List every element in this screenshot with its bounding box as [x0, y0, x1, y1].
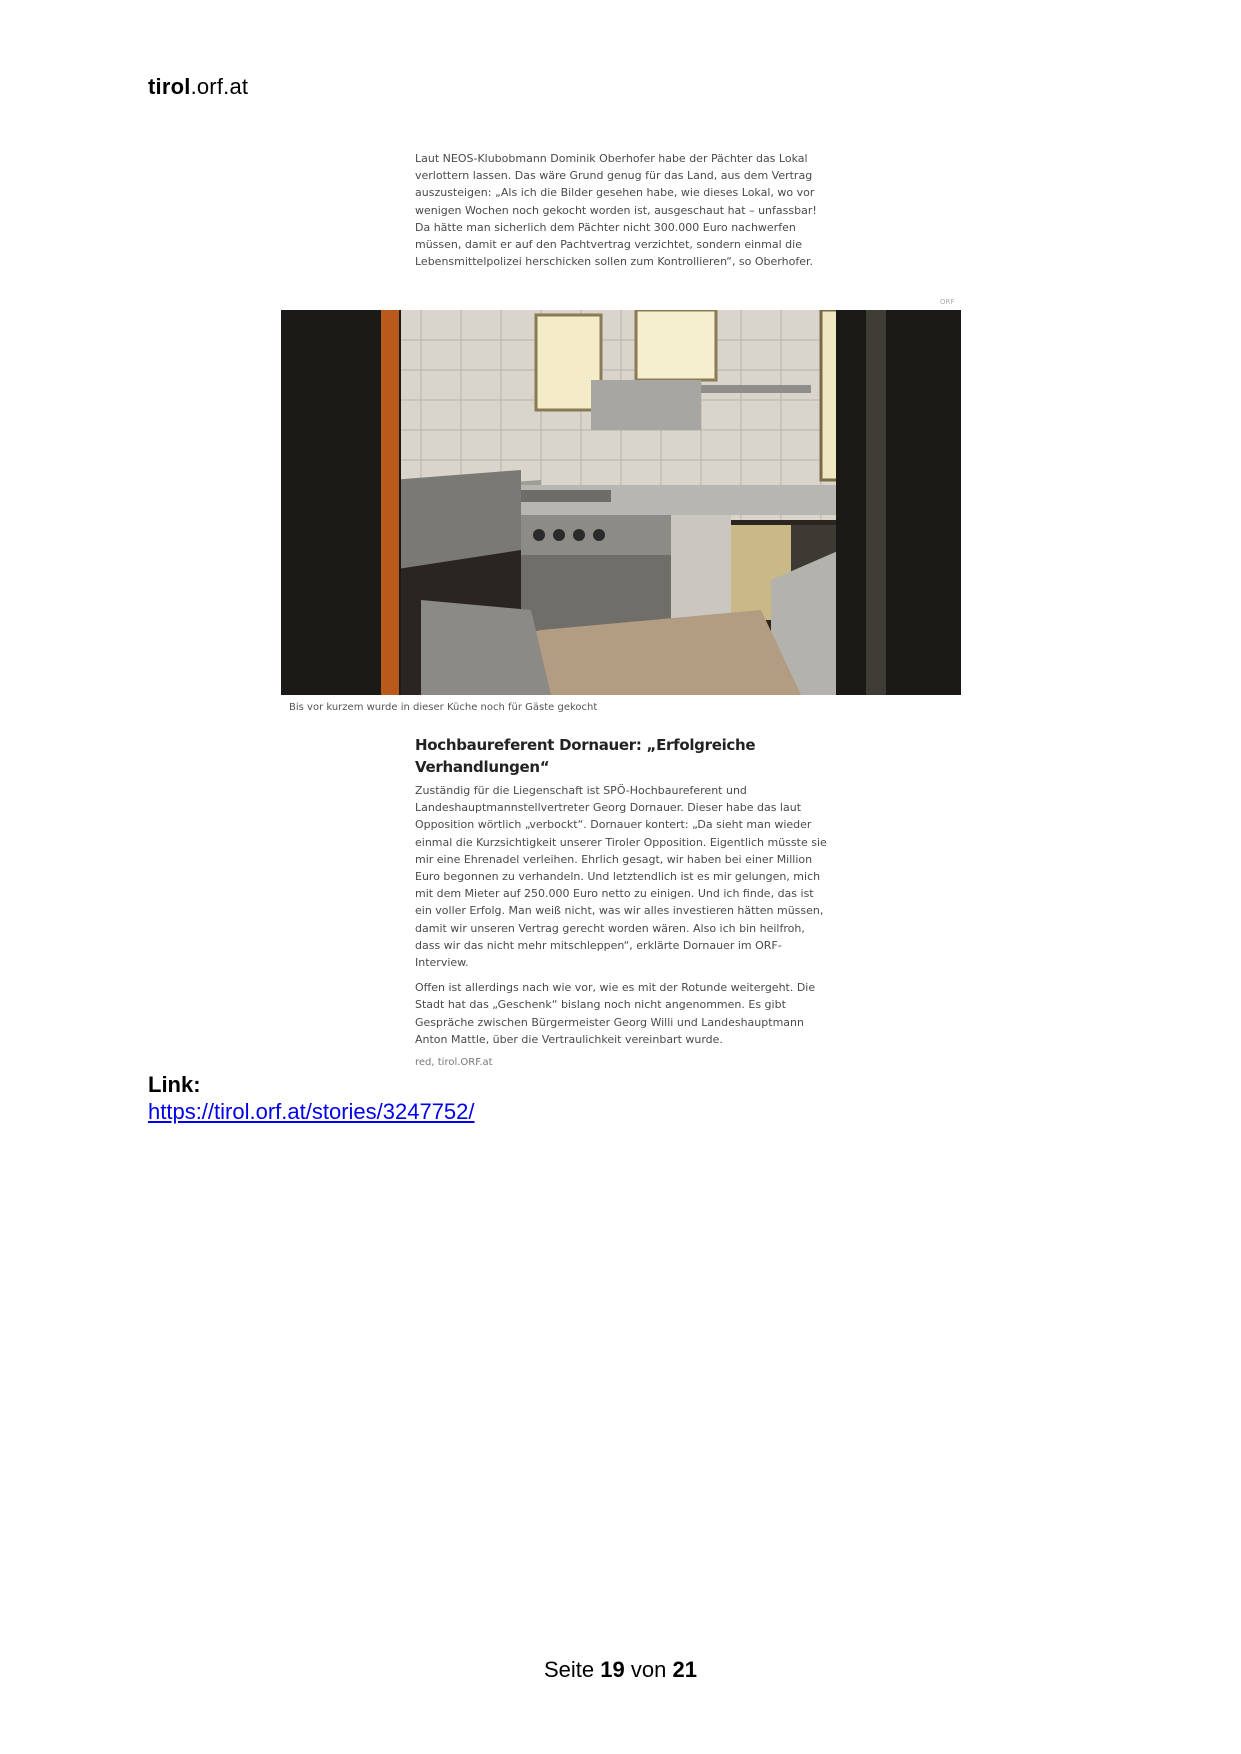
link-label: Link:: [148, 1072, 201, 1097]
site-header: [148, 74, 248, 100]
kitchen-photo: [281, 310, 961, 695]
page-separator: von: [630, 1657, 667, 1682]
source-link[interactable]: https://tirol.orf.at/stories/3247752/: [148, 1099, 475, 1124]
article-section: [415, 734, 827, 1068]
article-paragraph: Offen ist allerdings nach wie vor, wie es mit der Rotunde weitergeht. Die Stadt hat das „Geschenk“ bislang noch nicht angenommen. Es gibt Gespräche zwischen Bürgermeister Georg Willi und Landeshauptmann Anton Mattle, über die Vertraulichkeit vereinbart wurde.: [415, 981, 816, 1046]
current-page-number: 19: [600, 1657, 625, 1682]
site-name-rest: .orf.at: [190, 74, 249, 99]
page-label: Seite: [544, 1657, 595, 1682]
site-name-bold: tirol: [148, 74, 191, 99]
article-subheading: Hochbaureferent Dornauer: „Erfolgreiche Verhandlungen“: [415, 736, 756, 776]
article-byline: red, tirol.ORF.at: [415, 1057, 493, 1069]
photo-caption: Bis vor kurzem wurde in dieser Küche noch für Gäste gekocht: [289, 702, 598, 713]
article-intro: [415, 150, 827, 270]
source-link-block: [148, 1071, 475, 1125]
photo-credit: ORF: [940, 298, 955, 306]
article-paragraph: Zuständig für die Liegenschaft ist SPÖ-Hochbaureferent und Landeshauptmannstellvertreter Georg Dornauer. Dieser habe das laut Opposition wörtlich „verbockt“. Dornauer kontert: „Da sieht man wieder einmal die Kurzsichtigkeit unserer Tiroler Opposition. Eigentlich müsste sie mir eine Ehrenadel verleihen. Ehrlich gesagt, wir haben bei einer Million Euro begonnen zu verhandeln. Und letztendlich ist es mir gelungen, mich mit dem Mieter auf 250.000 Euro netto zu einigen. Und ich finde, das ist ein voller Erfolg. Man weiß nicht, was wir alles investieren hätten müssen, damit wir unseren Vertrag gerecht worden wären. Also ich bin heilfroh, dass wir das nicht mehr mitschleppen“, erklärte Dornauer im ORF-Interview.: [415, 784, 827, 970]
intro-paragraph: Laut NEOS-Klubobmann Dominik Oberhofer habe der Pächter das Lokal verlottern lassen. Das wäre Grund genug für das Land, aus dem Vertrag auszusteigen: „Als ich die Bilder gesehen habe, wie dieses Lokal, wo vor wenigen Wochen noch gekocht worden ist, ausgeschaut hat – unfassbar! Da hätte man sicherlich dem Pächter nicht 300.000 Euro nachwerfen müssen, damit er auf den Pachtvertrag verzichtet, sondern einmal die Lebensmittelpolizei herschicken sollen zum Kontrollieren“, so Oberhofer.: [415, 152, 817, 269]
page-footer: [0, 1657, 1241, 1683]
total-page-count: 21: [672, 1657, 697, 1682]
